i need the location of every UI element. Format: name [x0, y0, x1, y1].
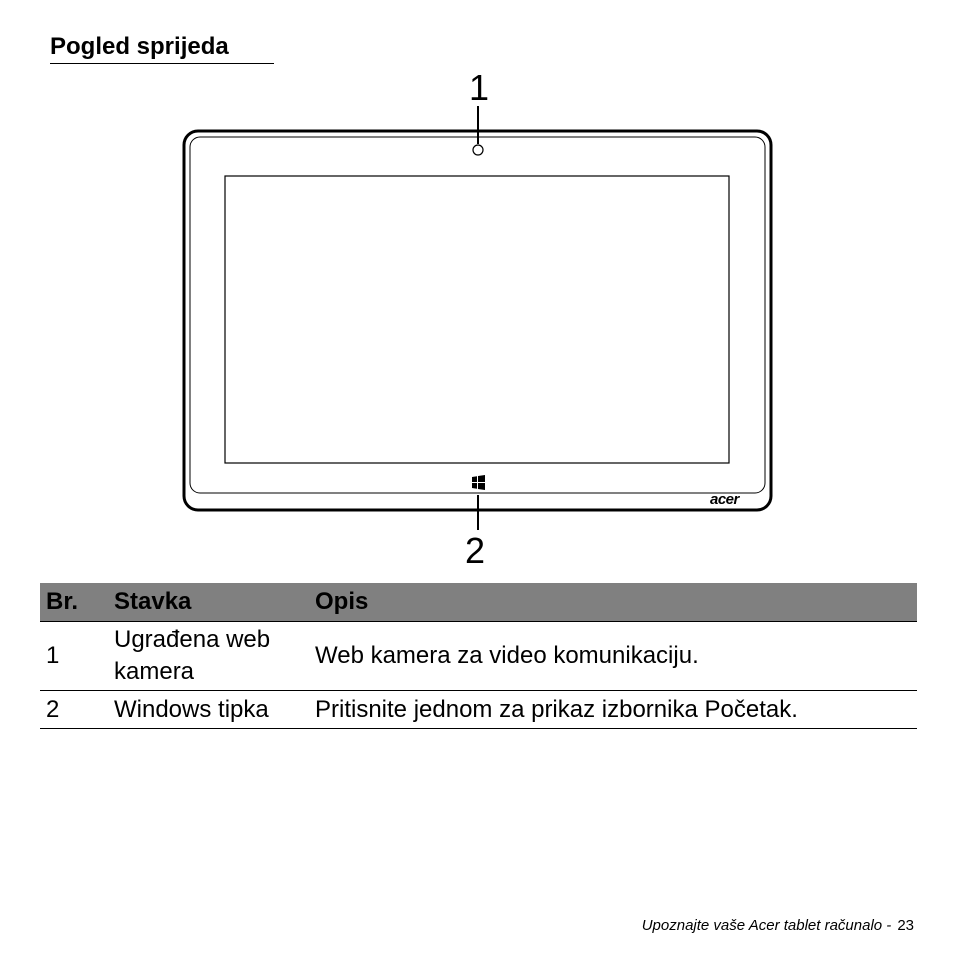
- header-number: Br.: [40, 583, 108, 622]
- row-description: Web kamera za video komunikaciju.: [309, 622, 917, 691]
- row-item: [108, 622, 309, 691]
- row-item-line: Ugrađena web: [114, 626, 271, 653]
- callout-number: 2: [465, 530, 486, 571]
- row-item: Windows tipka: [108, 691, 309, 729]
- header-description: Opis: [309, 583, 917, 622]
- component-table: [40, 583, 917, 729]
- page-footer: [642, 917, 914, 934]
- webcam-icon: [473, 145, 483, 155]
- tablet-screen: [225, 176, 729, 463]
- callout-number: 1: [469, 67, 490, 108]
- footer-text: Upoznajte vaše Acer tablet računalo -: [641, 917, 892, 934]
- table-row: [40, 622, 917, 691]
- table-row: [40, 691, 917, 729]
- table-header-row: [40, 583, 917, 622]
- brand-logo: acer: [710, 491, 739, 508]
- row-number: 2: [40, 691, 108, 729]
- section-title: Pogled sprijeda: [50, 32, 274, 64]
- page-number: 23: [897, 917, 914, 934]
- tablet-front-illustration: [0, 60, 954, 580]
- row-description: Pritisnite jednom za prikaz izbornika Početak.: [309, 691, 917, 729]
- header-item: Stavka: [108, 583, 309, 622]
- row-item-line: kamera: [114, 658, 195, 685]
- row-number: 1: [40, 622, 108, 691]
